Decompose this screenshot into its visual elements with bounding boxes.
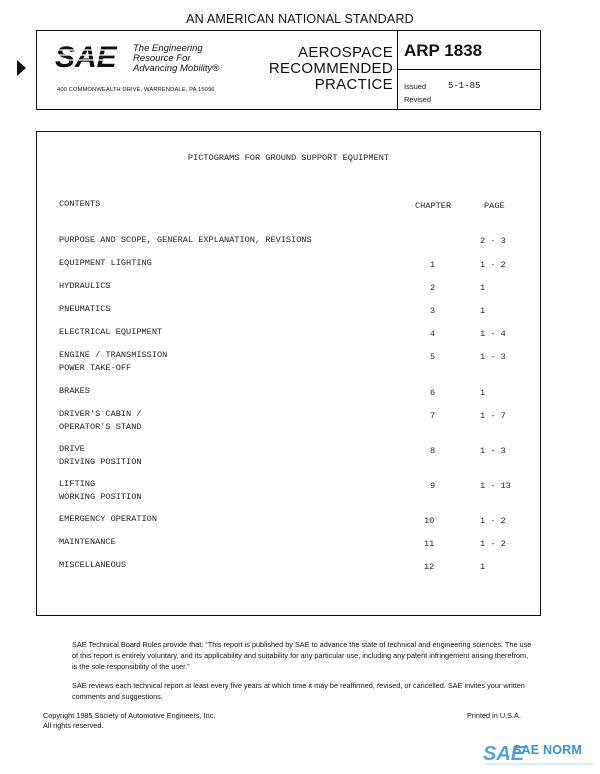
- row-chapter: 8: [430, 446, 436, 456]
- row-title: HYDRAULICS: [59, 281, 111, 291]
- document-title: PICTOGRAMS FOR GROUND SUPPORT EQUIPMENT: [187, 153, 390, 163]
- row-page: 1 - 3: [480, 352, 506, 362]
- revised-label: Revised: [404, 95, 432, 104]
- row-page: 2 - 3: [480, 236, 506, 246]
- row-page: 1 - 2: [480, 516, 506, 526]
- contents-column-header: CONTENTS: [59, 199, 101, 209]
- row-page: 1: [480, 562, 486, 572]
- document-number: ARP 1838: [404, 41, 483, 60]
- standard-line: AN AMERICAN NATIONAL STANDARD: [186, 12, 414, 26]
- row-chapter: 3: [430, 306, 436, 316]
- sae-tagline: The Engineering Resource For Advancing Mobility®: [133, 43, 220, 74]
- sae-logo: [55, 41, 131, 71]
- board-rules-note: SAE Technical Board Rules provide that: “This report is published by SAE to advance the state of technical and engineering sciences. The use of this report is entirely voluntary, and its applicability and suitability for any particular use, including any patent infringement arising therefrom, is the sole responsibility of the user.”: [72, 640, 532, 671]
- contents-box: [36, 131, 541, 616]
- row-title: MAINTENANCE: [59, 537, 116, 547]
- issued-label: Issued: [404, 82, 427, 91]
- row-page: 1 - 13: [480, 481, 511, 491]
- row-page: 1 - 3: [480, 446, 506, 456]
- row-page: 1: [480, 306, 486, 316]
- page-column-header: PAGE: [484, 201, 505, 211]
- row-chapter: 4: [430, 329, 436, 339]
- row-title: EQUIPMENT LIGHTING: [59, 258, 152, 268]
- footer-notes: [72, 640, 532, 712]
- issued-date: 5-1-85: [448, 81, 481, 91]
- row-page: 1 - 4: [480, 329, 506, 339]
- row-title: ELECTRICAL EQUIPMENT: [59, 327, 163, 337]
- row-chapter: 10: [424, 516, 435, 526]
- row-page: 1: [480, 388, 486, 398]
- row-title: PNEUMATICS: [59, 304, 111, 314]
- row-title: PURPOSE AND SCOPE, GENERAL EXPLANATION, REVISIONS: [59, 235, 312, 245]
- publisher-block: [37, 31, 247, 109]
- row-page: 1 - 2: [480, 260, 506, 270]
- sae-norm-watermark: SAE NORM: [513, 743, 582, 757]
- row-chapter: 11: [424, 539, 435, 549]
- document-type-block: [247, 31, 397, 109]
- copyright: Copyright 1985 Society of Automotive Engineers, Inc. All rights reserved.: [43, 711, 216, 730]
- row-chapter: 1: [430, 260, 436, 270]
- margin-arrow-mark: [17, 60, 26, 76]
- row-title: ENGINE / TRANSMISSION POWER TAKE-OFF: [59, 350, 168, 373]
- document-type: AEROSPACE RECOMMENDED PRACTICE: [268, 44, 393, 93]
- row-page: 1: [480, 283, 486, 293]
- row-chapter: 6: [430, 388, 436, 398]
- row-title: LIFTING WORKING POSITION: [59, 479, 142, 502]
- svg-text:SAE: SAE: [483, 743, 525, 765]
- row-title: MISCELLANEOUS: [59, 560, 127, 570]
- header-divider: [398, 69, 541, 70]
- row-chapter: 12: [424, 562, 435, 572]
- row-page: 1 - 2: [480, 539, 506, 549]
- row-title: DRIVER'S CABIN / OPERATOR'S STAND: [59, 409, 142, 432]
- row-title: EMERGENCY OPERATION: [59, 514, 157, 524]
- row-title: BRAKES: [59, 386, 90, 396]
- document-header: [36, 30, 541, 110]
- row-chapter: 7: [430, 411, 436, 421]
- chapter-column-header: CHAPTER: [415, 201, 452, 211]
- row-chapter: 5: [430, 352, 436, 362]
- row-title: DRIVE DRIVING POSITION: [59, 444, 142, 467]
- row-chapter: 2: [430, 283, 436, 293]
- document-id-block: [397, 31, 541, 109]
- row-page: 1 - 7: [480, 411, 506, 421]
- review-note: SAE reviews each technical report at least every five years at which time it may be reaffirmed, revised, or cancelled. SAE invites your written comments and suggestions.: [72, 681, 525, 702]
- row-chapter: 9: [430, 481, 436, 491]
- svg-text:SAE: SAE: [55, 41, 117, 71]
- printed-in: Printed in U.S.A.: [467, 711, 521, 720]
- sae-address: 400 COMMONWEALTH DRIVE, WARRENDALE, PA 15096: [57, 87, 215, 93]
